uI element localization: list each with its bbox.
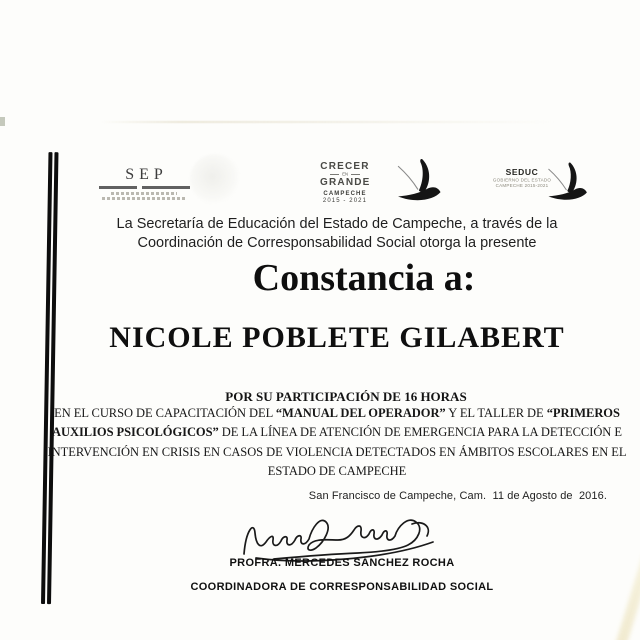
course-description	[17, 404, 640, 481]
course-description-line: ESTADO DE CAMPECHE	[267, 463, 407, 478]
place-and-date: San Francisco de Campeche, Cam. 11 de Agosto de 2016.	[308, 490, 607, 502]
issuer-statement	[17, 215, 640, 252]
signatory-name: PROFRA. MERCEDES SANCHEZ ROCHA	[229, 557, 455, 569]
scan-speck	[0, 117, 5, 126]
crecer-word: CRECER	[320, 161, 370, 172]
grande-word: GRANDE	[320, 177, 371, 188]
campeche-emblem-icon	[543, 159, 590, 204]
course-description-line: INTERVENCIÓN EN CRISIS EN CASOS DE VIOLENCIA DETECTADOS EN ÁMBITOS ESCOLARES EN EL	[47, 444, 627, 459]
crecer-grande-logo	[320, 161, 370, 204]
course-description-line: EN EL CURSO DE CAPACITACIÓN DEL “MANUAL DEL OPERADOR” Y EL TALLER DE “PRIMEROS	[54, 406, 620, 420]
signatory-role: COORDINADORA DE CORRESPONSABILIDAD SOCIAL	[190, 581, 494, 593]
sep-logo	[96, 166, 192, 200]
issuer-statement-line1: La Secretaría de Educación del Estado de Campeche, a través de la	[116, 216, 558, 232]
seduc-logo-subtext: GOBIERNO DEL ESTADO CAMPECHE 2015-2021	[492, 178, 552, 189]
scan-faint-line	[100, 121, 555, 123]
course-description-line: AUXILIOS PSICOLÓGICOS” DE LA LÍNEA DE ATENCIÓN DE EMERGENCIA PARA LA DETECCIÓN E	[52, 425, 622, 440]
seduc-logo-text: SEDUC	[505, 167, 539, 177]
sep-logo-subtext-line	[111, 192, 177, 195]
campeche-emblem-icon	[392, 155, 444, 205]
campeche-word: CAMPECHE	[323, 190, 367, 197]
sep-logo-bar	[96, 186, 192, 189]
crecer-years: 2015 - 2021	[322, 198, 368, 204]
sep-logo-text: SEP	[125, 166, 168, 183]
certificate-title: Constancia a:	[252, 257, 476, 299]
sep-logo-subtext-line	[102, 197, 186, 200]
recipient-name: NICOLE POBLETE GILABERT	[109, 321, 565, 354]
participation-line: POR SU PARTICIPACIÓN DE 16 HORAS	[225, 389, 467, 404]
crecer-en-divider: EN	[320, 172, 370, 177]
watermark-stamp	[190, 154, 240, 204]
issuer-statement-line2: Coordinación de Corresponsabilidad Social otorga la presente	[137, 234, 537, 251]
